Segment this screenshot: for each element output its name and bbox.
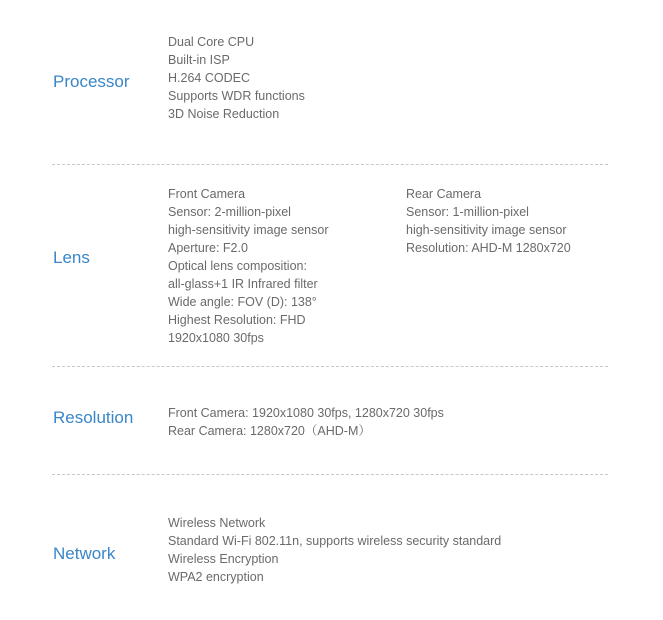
- spec-line: Sensor: 1-million-pixel: [406, 205, 529, 219]
- spec-line: Highest Resolution: FHD: [168, 313, 306, 327]
- spec-line: high-sensitivity image sensor: [168, 223, 329, 237]
- spec-line: 3D Noise Reduction: [168, 107, 280, 121]
- lens-rear-camera-specs: [406, 185, 571, 257]
- spec-line: Wireless Network: [168, 516, 266, 530]
- lens-front-camera-specs: [168, 185, 329, 347]
- spec-line: Standard Wi-Fi 802.11n, supports wireless security standard: [168, 534, 502, 548]
- spec-line: Sensor: 2-million-pixel: [168, 205, 291, 219]
- spec-line: Built-in ISP: [168, 53, 230, 67]
- spec-line: Rear Camera: 1280x720（AHD-M）: [168, 424, 371, 438]
- spec-line: Supports WDR functions: [168, 89, 305, 103]
- spec-line: Aperture: F2.0: [168, 241, 248, 255]
- spec-line: Front Camera: [168, 187, 246, 201]
- section-label-lens: Lens: [53, 248, 90, 267]
- spec-line: H.264 CODEC: [168, 71, 250, 85]
- section-divider: [52, 164, 608, 165]
- spec-line: all-glass+1 IR Infrared filter: [168, 277, 318, 291]
- section-label-network: Network: [53, 544, 116, 563]
- section-label-processor: Processor: [53, 72, 130, 91]
- network-specs: [168, 514, 501, 586]
- spec-line: Resolution: AHD-M 1280x720: [406, 241, 571, 255]
- section-label-resolution: Resolution: [53, 408, 134, 427]
- spec-line: 1920x1080 30fps: [168, 331, 264, 345]
- spec-line: Wide angle: FOV (D): 138°: [168, 295, 317, 309]
- section-divider: [52, 366, 608, 367]
- spec-line: Optical lens composition:: [168, 259, 307, 273]
- spec-line: Wireless Encryption: [168, 552, 279, 566]
- resolution-specs: [168, 404, 444, 440]
- spec-line: Rear Camera: [406, 187, 482, 201]
- spec-line: high-sensitivity image sensor: [406, 223, 567, 237]
- spec-line: Dual Core CPU: [168, 35, 255, 49]
- spec-line: Front Camera: 1920x1080 30fps, 1280x720 30fps: [168, 406, 444, 420]
- processor-specs: [168, 33, 305, 123]
- spec-line: WPA2 encryption: [168, 570, 264, 584]
- section-divider: [52, 474, 608, 475]
